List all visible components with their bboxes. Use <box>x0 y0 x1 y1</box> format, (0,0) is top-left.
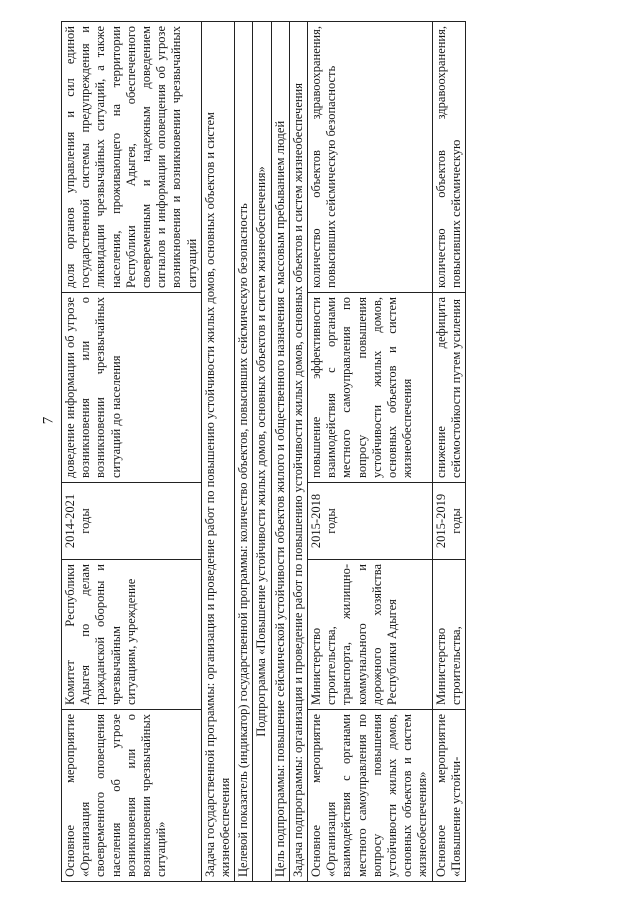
rotated-page <box>61 22 621 882</box>
link-cell: доля органов управления и сил единой государственной системы предупреждения и ликвидации чрезвычайных ситуаций, а также населения, проживающего на территории Республики Адыгея, обеспеченного своевременным и надежным доведением сигналов и информации оповещения об угрозе возникновения и возникновении чрезвычайных ситуаций <box>62 22 202 293</box>
page-number: 7 <box>40 416 57 425</box>
measure-cell: Основное мероприятие «Организация своевременного оповещения населения об угрозе возникновения или о возникновении чрезвычайных ситуаций» <box>62 710 202 882</box>
table-row <box>201 22 234 882</box>
table-row <box>62 22 202 882</box>
period-cell: 2015-2019 годы <box>432 483 465 560</box>
indicator-row: Целевой показатель (индикатор) государственной программы: количество объектов, повысивших сейсмическую безопасность <box>235 22 253 882</box>
subprogram-goal-row: Цель подпрограммы: повышение сейсмической устойчивости объектов жилого и общественного назначения с массовым пребыванием людей <box>271 22 289 882</box>
table-row <box>235 22 253 882</box>
link-cell: количество объектов здравоохранения, повысивших сейсмическую <box>432 22 465 293</box>
executor-cell: Министерство строительства, <box>432 560 465 710</box>
measure-cell: Основное мероприятие «Организация взаимодействия с органами местного самоуправления по вопросу повышения устойчивости жилых домов, основных объектов и систем жизнеобеспечения» <box>308 710 433 882</box>
subprogram-row: Подпрограмма «Повышение устойчивости жилых домов, основных объектов и систем жизнеобеспечения» <box>253 22 271 882</box>
executor-cell: Министерство строительства, транспорта, жилищно-коммунального и дорожного хозяйства Республики Адыгея <box>308 560 433 710</box>
program-table <box>61 21 466 882</box>
result-cell: повышение эффективности взаимодействия с органами местного самоуправления по вопросу повышения устойчивости жилых домов, основных объектов и систем жизнеобеспечения <box>308 293 433 483</box>
executor-cell: Комитет Республики Адыгея по делам гражданской обороны и чрезвычайным ситуациям, учреждение <box>62 560 202 710</box>
table-row <box>253 22 271 882</box>
subprogram-task-row: Задача подпрограммы: организация и проведение работ по повышению устойчивости жилых домов, основных объектов и систем жизнеобеспечения <box>289 22 307 882</box>
table-row <box>308 22 433 882</box>
table-row <box>432 22 465 882</box>
period-cell: 2015-2018 годы <box>308 483 433 560</box>
measure-cell: Основное мероприятие «Повышение устойчи- <box>432 710 465 882</box>
result-cell: снижение дефицита сейсмостойкости путем усиления <box>432 293 465 483</box>
period-cell: 2014-2021 годы <box>62 483 202 560</box>
link-cell: количество объектов здравоохранения, повысивших сейсмическую безопасность <box>308 22 433 293</box>
table-row <box>271 22 289 882</box>
result-cell: доведение информации об угрозе возникновения или о возникновении чрезвычайных ситуаций до населения <box>62 293 202 483</box>
task-row: Задача государственной программы: организация и проведение работ по повышению устойчивости жилых домов, основных объектов и систем жизнеобеспечения <box>201 22 234 882</box>
table-row <box>289 22 307 882</box>
